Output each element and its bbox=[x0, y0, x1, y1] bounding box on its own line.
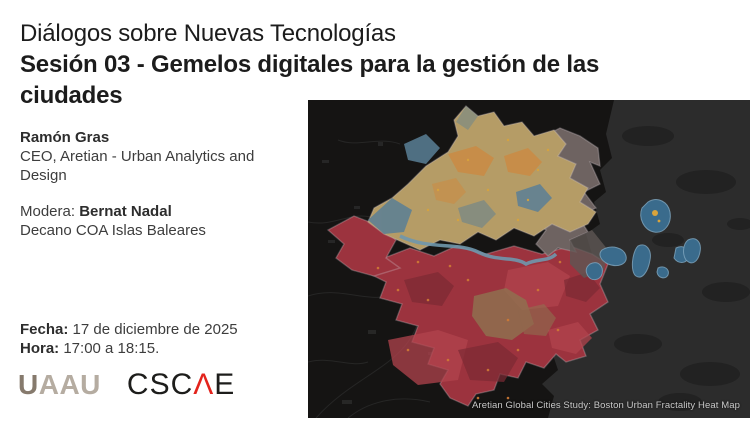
people-block bbox=[20, 128, 300, 240]
boston-heatmap-image bbox=[308, 100, 750, 418]
title-block bbox=[20, 18, 680, 111]
logo-row bbox=[18, 368, 235, 402]
moderator-prefix: Modera: bbox=[20, 203, 80, 220]
cscae-logo bbox=[127, 368, 235, 402]
uaau-logo-rest: AAU bbox=[38, 369, 101, 400]
session-title: Sesión 03 - Gemelos digitales para la gestión de las ciudades bbox=[20, 51, 600, 109]
speaker-role: CEO, Aretian - Urban Analytics and Design bbox=[20, 148, 255, 184]
moderator-line bbox=[20, 202, 300, 221]
speaker-name: Ramón Gras bbox=[20, 129, 110, 146]
cscae-logo-pre: CSC bbox=[126, 368, 194, 401]
schedule-block bbox=[20, 320, 300, 358]
time-line bbox=[20, 339, 300, 358]
date-line bbox=[20, 320, 300, 339]
date-value: 17 de diciembre de 2025 bbox=[68, 321, 238, 338]
cscae-logo-lambda: Λ bbox=[193, 368, 215, 401]
time-label: Hora: bbox=[20, 340, 60, 357]
series-title: Diálogos sobre Nuevas Tecnologías bbox=[20, 20, 396, 47]
boston-heatmap-svg bbox=[308, 100, 750, 418]
cscae-logo-post: E bbox=[214, 368, 236, 401]
date-label: Fecha: bbox=[20, 321, 69, 338]
moderator-name: Bernat Nadal bbox=[79, 203, 172, 220]
map-caption: Aretian Global Cities Study: Boston Urban Fractality Heat Map bbox=[472, 400, 740, 411]
uaau-logo-first-letter: U bbox=[18, 369, 39, 400]
uaau-logo bbox=[18, 368, 101, 402]
time-value: 17:00 a 18:15. bbox=[59, 340, 160, 357]
moderator-role: Decano COA Islas Baleares bbox=[20, 222, 206, 239]
